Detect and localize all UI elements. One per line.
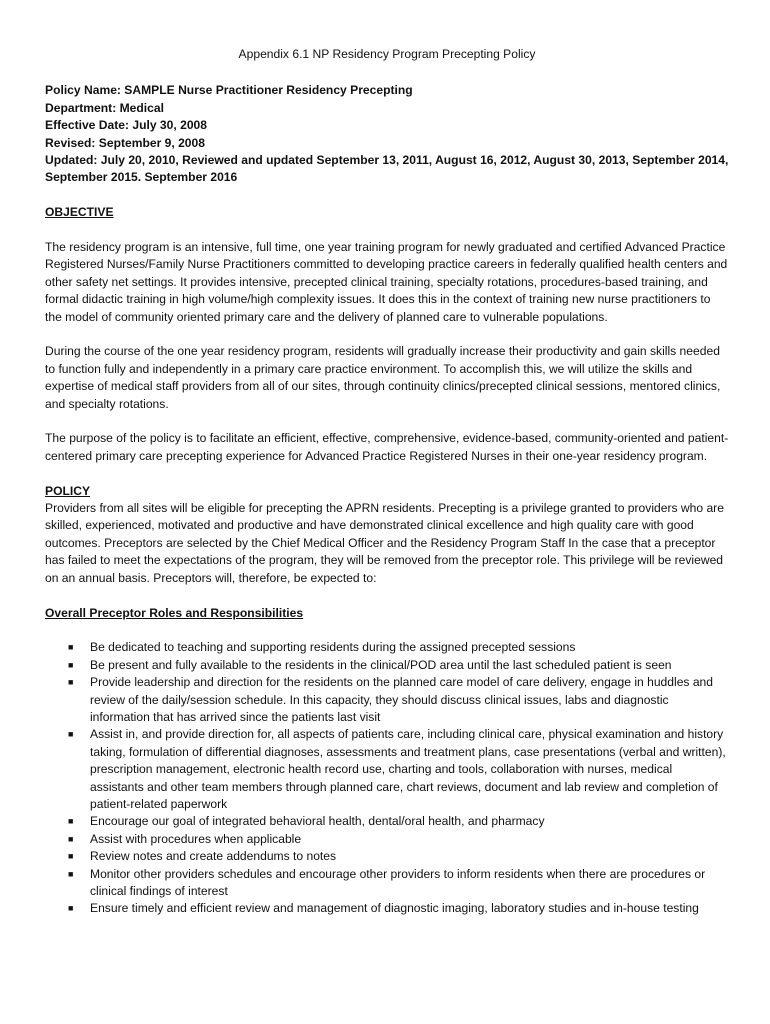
objective-paragraph-1: The residency program is an intensive, full time, one year training program for newly graduated and certified Advanced Practice Registered Nurses/Family Nurse Practitioners committed to developing practice careers in federally qualified health centers and other safety net settings. It provides intensive, precepted clinical training, specialty rotations, procedures-based training, and formal didactic training in high volume/high complexity issues. It does this in the context of training new nurse practitioners to the model of community oriented primary care and the delivery of planned care to vulnerable populations.: [45, 240, 728, 324]
policy-heading: POLICY: [45, 483, 91, 498]
objective-heading: OBJECTIVE: [45, 205, 114, 220]
list-item: ■ Encourage our goal of integrated behavioral health, dental/oral health, and pharmacy: [45, 813, 729, 830]
policy-name: Policy Name: SAMPLE Nurse Practitioner Residency Precepting: [45, 83, 413, 98]
document-title: Appendix 6.1 NP Residency Program Precepting Policy: [238, 47, 536, 61]
updated-dates: Updated: July 20, 2010, Reviewed and updated September 13, 2011, August 16, 2012, August 30, 2013, September 2014, September 2015. September 2016: [45, 153, 729, 185]
department: Department: Medical: [45, 100, 164, 115]
document-page: [45, 46, 729, 918]
bullet-icon: ■: [68, 642, 74, 653]
bullet-icon: ■: [68, 677, 74, 688]
revised-date: Revised: September 9, 2008: [45, 135, 205, 150]
bullet-icon: ■: [68, 833, 74, 844]
bullet-icon: ■: [68, 659, 74, 670]
bullet-icon: ■: [68, 868, 74, 879]
list-item: ■ Be dedicated to teaching and supporting residents during the assigned precepted sessions: [45, 639, 729, 656]
bullet-icon: ■: [68, 729, 74, 740]
effective-date: Effective Date: July 30, 2008: [45, 118, 208, 133]
bullet-icon: ■: [68, 851, 74, 862]
list-item: ■ Assist with procedures when applicable: [45, 831, 729, 848]
list-item: ■ Review notes and create addendums to notes: [45, 848, 729, 865]
list-item: ■ Be present and fully available to the residents in the clinical/POD area until the last scheduled patient is seen: [45, 657, 729, 674]
objective-paragraph-2: During the course of the one year residency program, residents will gradually increase their productivity and gain skills needed to function fully and independently in a primary care practice environment. To accomplish this, we will utilize the skills and expertise of medical staff providers from all of our sites, through continuity clinics/precepted clinical sessions, mentored clinics, and specialty rotations.: [45, 344, 721, 411]
policy-meta: [45, 82, 729, 186]
policy-paragraph: Providers from all sites will be eligible for precepting the APRN residents. Precepting is a privilege granted to providers who are skilled, experienced, motivated and productive and have demonstrated clinical excellence and high quality care with good outcomes. Preceptors are selected by the Chief Medical Officer and the Residency Program Staff In the case that a preceptor has failed to meet the expectations of the program, they will be removed from the preceptor role. This privilege will be reviewed on an annual basis. Preceptors will, therefore, be expected to:: [45, 501, 724, 585]
list-item: ■ Assist in, and provide direction for, all aspects of patients care, including clinical care, physical examination and history taking, formulation of differential diagnoses, assessments and treatment plans, case presentations (verbal and written), prescription management, electronic health record use, charting and tools, collaboration with nurses, medical assistants and other team members through planned care, chart reviews, document and lab review and completion of patient-related paperwork: [68, 727, 726, 811]
bullet-icon: ■: [68, 903, 74, 914]
roles-heading: Overall Preceptor Roles and Responsibilities: [45, 605, 304, 620]
list-item: ■ Ensure timely and efficient review and management of diagnostic imaging, laboratory studies and in-house testing: [45, 900, 729, 917]
roles-list: [45, 639, 729, 918]
list-item: ■ Provide leadership and direction for the residents on the planned care model of care delivery, engage in huddles and review of the daily/session schedule. In this capacity, they should discuss clinical issues, labs and diagnostic information that has arrived since the patients last visit: [68, 675, 714, 724]
objective-paragraph-3: The purpose of the policy is to facilitate an efficient, effective, comprehensive, evidence-based, community-oriented and patient-centered primary care precepting experience for Advanced Practice Registered Nurses in their one-year residency program.: [45, 431, 729, 463]
list-item: ■ Monitor other providers schedules and encourage other providers to inform residents when there are procedures or clinical findings of interest: [68, 866, 706, 898]
bullet-icon: ■: [68, 816, 74, 827]
